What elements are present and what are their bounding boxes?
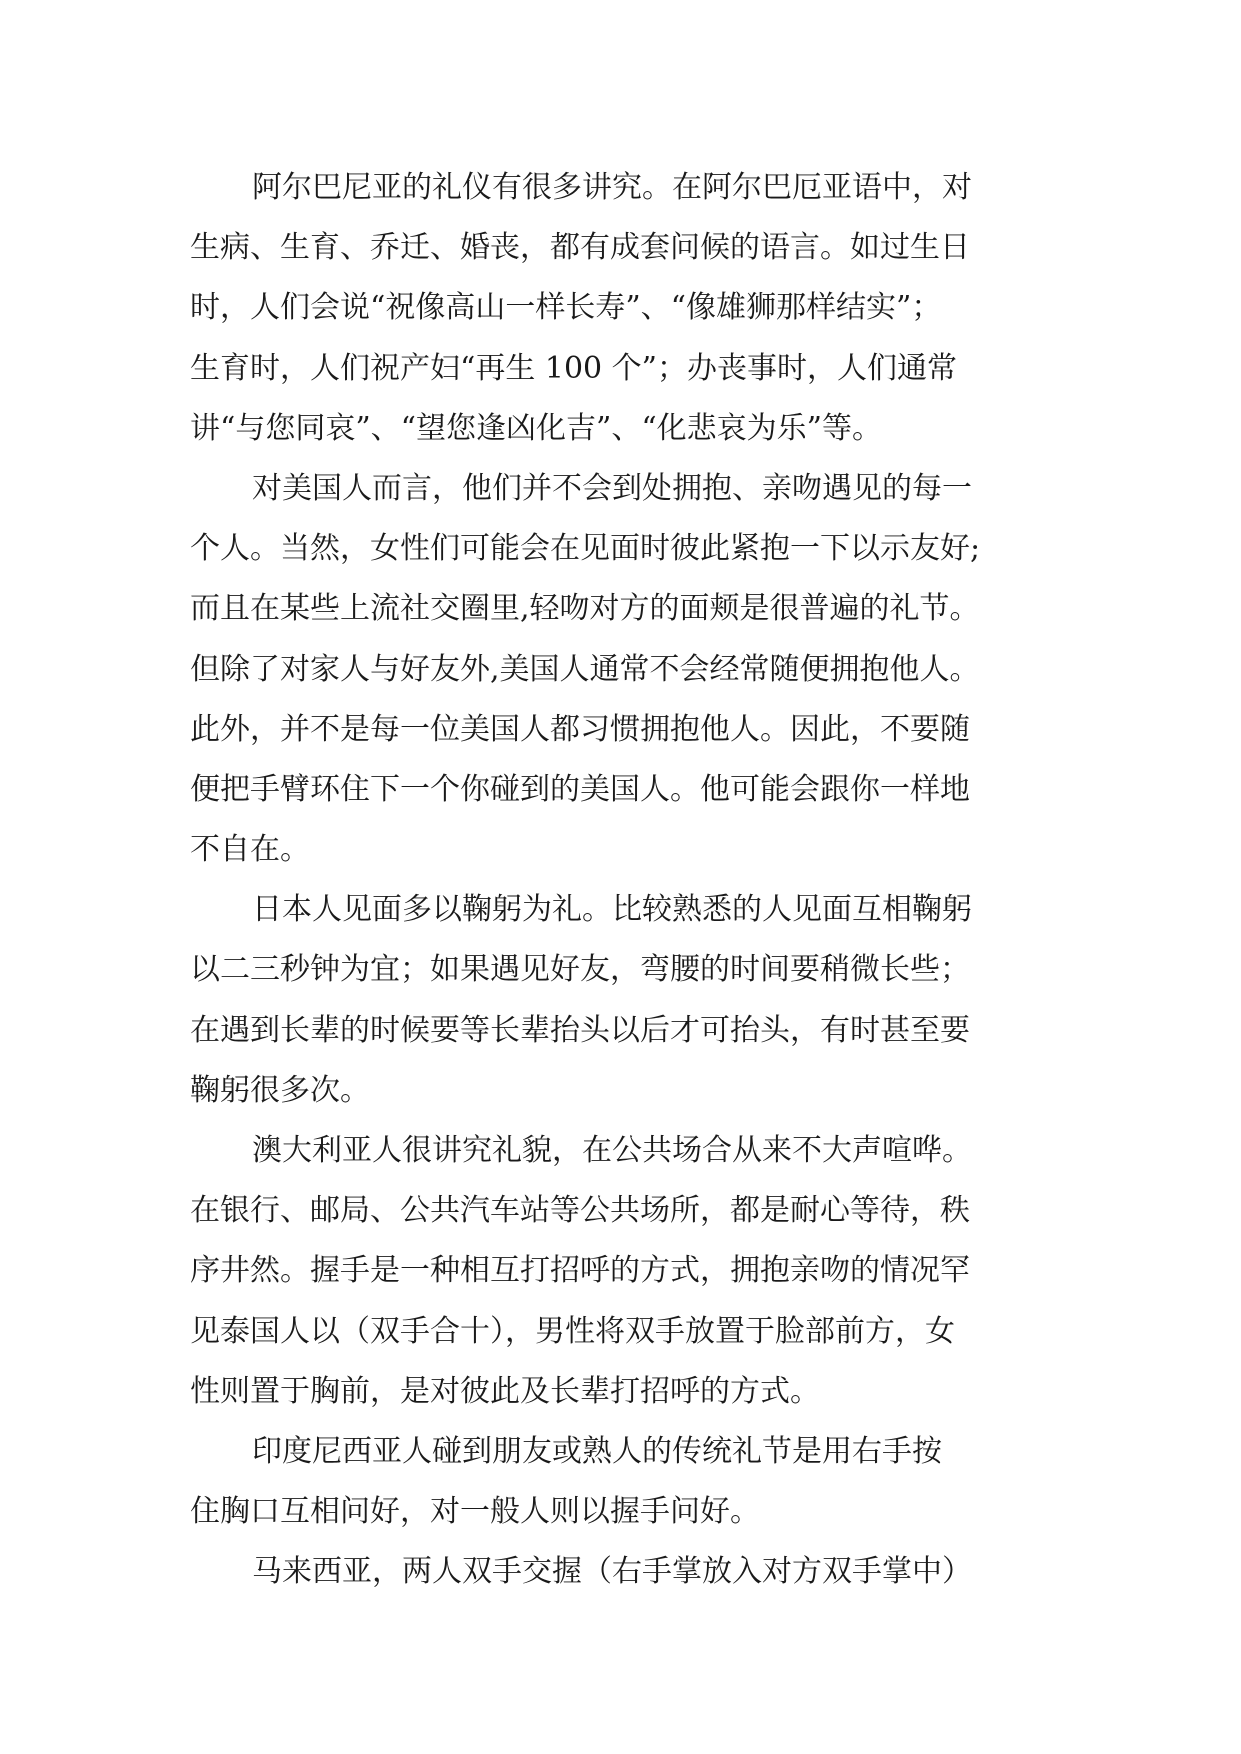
text-line: 对美国人而言，他们并不会到处拥抱、亲吻遇见的每一 <box>252 470 972 506</box>
text-line: 生育时，人们祝产妇“再生 100 个”；办丧事时，人们通常 <box>190 350 958 386</box>
text-line: 在遇到长辈的时候要等长辈抬头以后才可抬头，有时甚至要 <box>190 1012 970 1048</box>
paragraph-australia <box>190 1121 1090 1422</box>
text-line: 住胸口互相问好，对一般人则以握手问好。 <box>190 1494 760 1530</box>
document-body <box>190 158 1090 1603</box>
text-line: 但除了对家人与好友外,美国人通常不会经常随便拥抱他人。 <box>190 651 980 687</box>
paragraph-indonesia <box>190 1422 1090 1542</box>
text-line: 而且在某些上流社交圈里,轻吻对方的面颊是很普遍的礼节。 <box>190 591 980 627</box>
text-line: 鞠躬很多次。 <box>190 1072 370 1108</box>
text-line: 印度尼西亚人碰到朋友或熟人的传统礼节是用右手按 <box>252 1433 942 1469</box>
text-line: 序井然。握手是一种相互打招呼的方式，拥抱亲吻的情况罕 <box>190 1253 970 1289</box>
text-line: 时，人们会说“祝像高山一样长寿”、“像雄狮那样结实”； <box>190 290 942 326</box>
paragraph-japan <box>190 880 1090 1121</box>
text-line: 讲“与您同哀”、“望您逢凶化吉”、“化悲哀为乐”等。 <box>190 410 883 446</box>
text-line: 阿尔巴尼亚的礼仪有很多讲究。在阿尔巴厄亚语中，对 <box>252 170 972 205</box>
text-line: 个人。当然，女性们可能会在见面时彼此紧抱一下以示友好; <box>190 531 981 567</box>
paragraph-usa <box>190 459 1090 880</box>
text-line: 生病、生育、乔迁、婚丧，都有成套问候的语言。如过生日 <box>190 230 970 266</box>
paragraph-albania <box>190 158 1090 459</box>
text-line: 性则置于胸前，是对彼此及长辈打招呼的方式。 <box>190 1373 820 1409</box>
text-line: 以二三秒钟为宜；如果遇见好友，弯腰的时间要稍微长些； <box>190 952 970 988</box>
text-line: 在银行、邮局、公共汽车站等公共场所，都是耐心等待，秩 <box>190 1193 970 1229</box>
text-line: 见泰国人以（双手合十），男性将双手放置于脸部前方，女 <box>190 1313 955 1349</box>
text-line: 马来西亚，两人双手交握（右手掌放入对方双手掌中） <box>252 1554 972 1590</box>
text-line: 便把手臂环住下一个你碰到的美国人。他可能会跟你一样地 <box>190 771 970 807</box>
text-line: 此外，并不是每一位美国人都习惯拥抱他人。因此，不要随 <box>190 711 970 747</box>
text-line: 日本人见面多以鞠躬为礼。比较熟悉的人见面互相鞠躬 <box>252 892 972 928</box>
text-line: 不自在。 <box>190 832 310 868</box>
paragraph-malaysia <box>190 1542 1090 1602</box>
text-line: 澳大利亚人很讲究礼貌，在公共场合从来不大声喧哗。 <box>252 1133 972 1168</box>
